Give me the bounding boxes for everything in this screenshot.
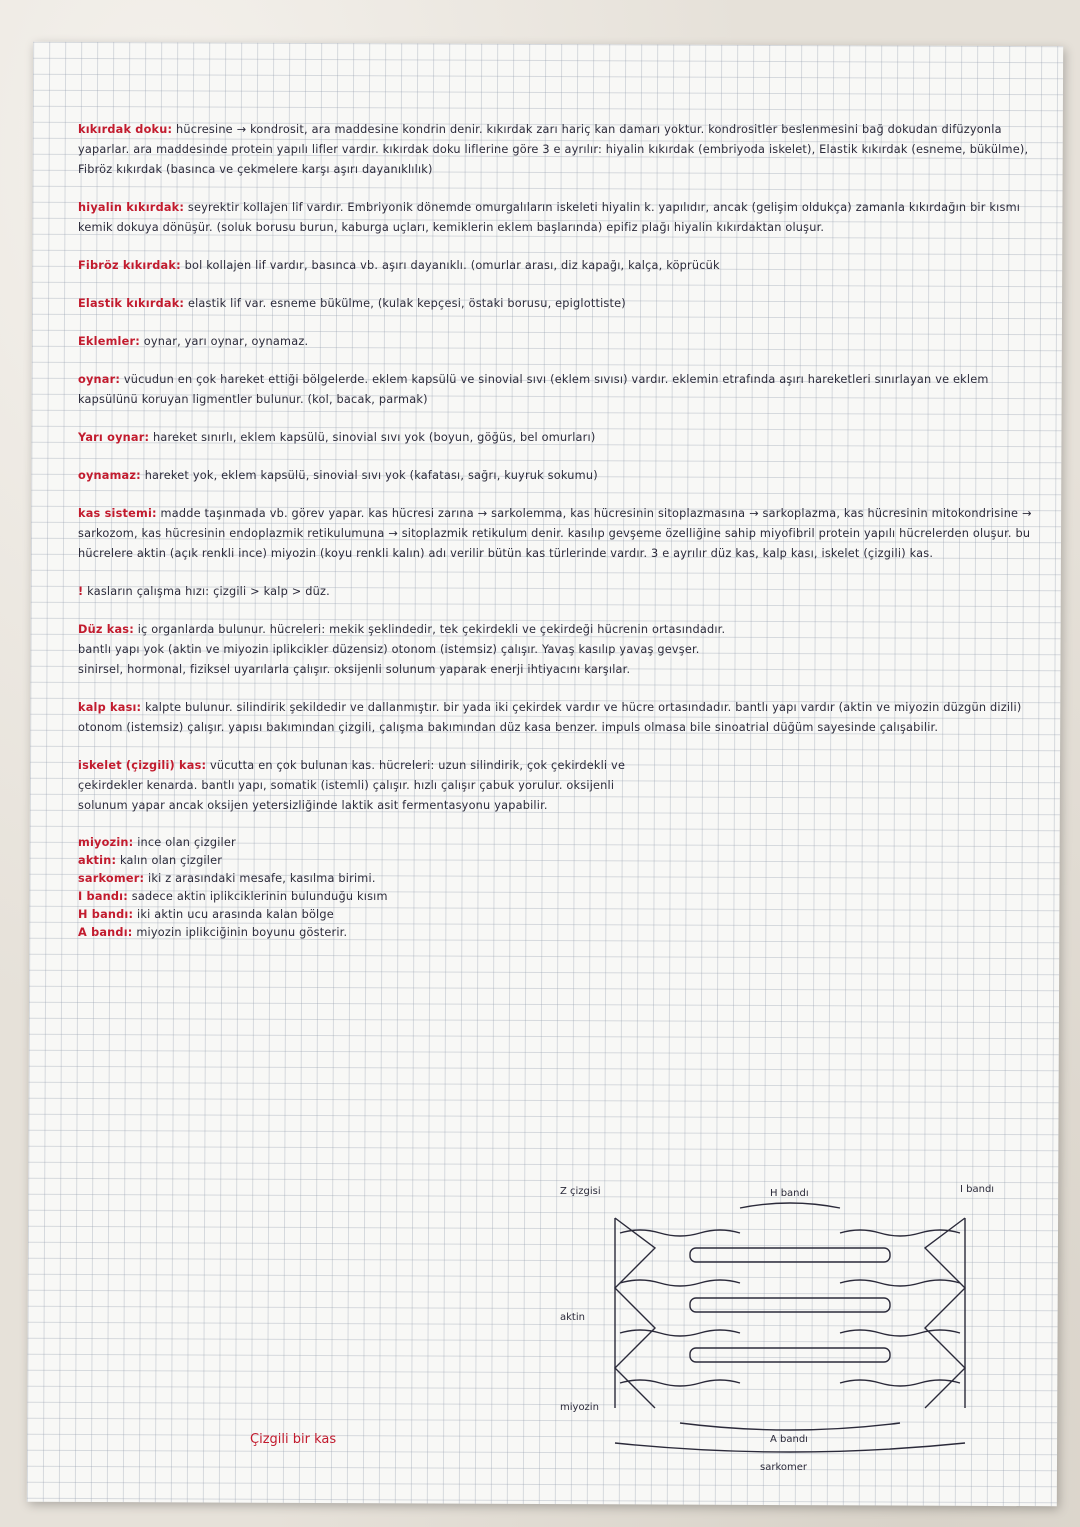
actin-filament-6 xyxy=(840,1330,960,1336)
diagram-caption: Çizgili bir kas xyxy=(250,1432,337,1447)
heading-oynamaz: oynamaz: xyxy=(78,469,141,482)
desc-miyozin: ince olan çizgiler xyxy=(137,836,236,849)
definition-sarkomer xyxy=(78,870,548,888)
text-hiyalin: seyrektir kollajen lif vardır. Embriyonik dönemde omurgalıların iskeleti hiyalin k. yapılıdır, ancak (gelişim oldukça) zamanla kıkırdağın bir kısmı kemik dokuya dönüşür. (soluk borusu burun, kaburga uçları, kemiklerin eklem başlarında) epifiz plağı hiyalin kıkırdaktan oluşur. xyxy=(78,201,1021,234)
definition-h-bandi xyxy=(78,906,548,924)
label-a-band: A bandı xyxy=(770,1434,808,1445)
note-hiyalin xyxy=(78,198,1038,238)
note-kas-sistemi xyxy=(78,504,1038,564)
text-yari-oynar: hareket sınırlı, eklem kapsülü, sinovial sıvı yok (boyun, göğüs, bel omurları) xyxy=(153,431,596,444)
definition-i-bandi xyxy=(78,888,548,906)
text-fibroz: bol kollajen lif vardır, basınca vb. aşırı dayanıklı. (omurlar arası, diz kapağı, kalça, köprücük xyxy=(184,259,720,272)
a-band-brace xyxy=(680,1423,900,1430)
desc-aktin: kalın olan çizgiler xyxy=(119,854,223,867)
term-aktin: aktin: xyxy=(78,854,117,867)
note-duz-kas xyxy=(78,620,738,680)
actin-filament-5 xyxy=(620,1330,740,1336)
myosin-filament-1 xyxy=(690,1248,890,1262)
h-band-brace xyxy=(740,1203,840,1208)
definition-list xyxy=(78,834,548,942)
sarcomere-diagram xyxy=(560,1178,1030,1478)
text-elastik: elastik lif var. esneme bükülme, (kulak kepçesi, östaki borusu, epiglottiste) xyxy=(187,297,626,310)
term-miyozin: miyozin: xyxy=(78,836,134,849)
actin-filament-8 xyxy=(840,1380,960,1386)
heading-yari-oynar: Yarı oynar: xyxy=(78,431,150,444)
term-h-bandi: H bandı: xyxy=(78,908,134,921)
heading-fibroz: Fibröz kıkırdak: xyxy=(78,259,181,272)
heading-elastik: Elastik kıkırdak: xyxy=(78,297,185,310)
heading-kalp-kasi: kalp kası: xyxy=(78,701,142,714)
myosin-filament-3 xyxy=(690,1348,890,1362)
note-oynar xyxy=(78,370,1038,410)
desc-sarkomer: iki z arasındaki mesafe, kasılma birimi. xyxy=(148,872,376,885)
term-a-bandi: A bandı: xyxy=(78,926,133,939)
text-duz-kas: iç organlarda bulunur. hücreleri: mekik şeklindedir, tek çekirdekli ve çekirdeği hücrenin ortasındadır. bantlı yapı yok (aktin ve miyozin iplikcikler düzensiz) otonom (istemsiz) çalışır. Yavaş kasılıp yavaş gevşer. sinirsel, hormonal, fiziksel uyarılarla çalışır. oksijenli solunum yaparak enerji ihtiyacını karşılar. xyxy=(78,623,726,676)
note-kikirdak xyxy=(78,120,1038,180)
note-fibroz xyxy=(78,256,1038,276)
actin-filament-3 xyxy=(620,1280,740,1286)
label-miyozin: miyozin xyxy=(560,1402,599,1413)
note-eklemler xyxy=(78,332,1038,352)
note-oynamaz xyxy=(78,466,1038,486)
text-eklemler: oynar, yarı oynar, oynamaz. xyxy=(143,335,309,348)
text-oynamaz: hareket yok, eklem kapsülü, sinovial sıvı yok (kafatası, sağrı, kuyruk sokumu) xyxy=(144,469,598,482)
text-kalp-kasi: kalpte bulunur. silindirik şekildedir ve dallanmıştır. bir yada iki çekirdek vardır ve hücre ortasındadır. bantlı yapı vardır (aktin ve miyozin düzgün dizili) otonom (istemsiz) çalışır. yapısı bakımından çizgili, çalışma bakımından düz kasa benzer. impuls olmasa bile sinoatrial düğüm sayesinde çalışabilir. xyxy=(78,701,1022,734)
text-kas-sistemi: madde taşınmada vb. görev yapar. kas hücresi zarına → sarkolemma, kas hücresinin sitoplazmasına → sarkoplazma, kas hücresinin mitokondrisine → sarkozom, kas hücresinin endoplazmik retikulumuna → sitoplazmik retikulum denir. kasılıp gevşeme özelliğine sahip miyofibril protein yapılı hücrelerden oluşur. bu hücrelere aktin (açık renkli ince) miyozin (koyu renkli kalın) adı verilir bütün kas türlerinde vardır. 3 e ayrılır düz kas, kalp kası, iskelet (çizgili) kas. xyxy=(78,507,1032,560)
label-sarkomer: sarkomer xyxy=(760,1462,808,1473)
desc-h-bandi: iki aktin ucu arasında kalan bölge xyxy=(137,908,334,921)
definition-a-bandi xyxy=(78,924,548,942)
note-elastik xyxy=(78,294,1038,314)
heading-duz-kas: Düz kas: xyxy=(78,623,134,636)
term-i-bandi: I bandı: xyxy=(78,890,128,903)
note-kalp-kasi xyxy=(78,698,1038,738)
note-kasilma-hizi xyxy=(78,582,1038,602)
heading-iskelet-kas: iskelet (çizgili) kas: xyxy=(78,759,207,772)
definition-aktin xyxy=(78,852,548,870)
myosin-filament-2 xyxy=(690,1298,890,1312)
actin-filament-7 xyxy=(620,1380,740,1386)
text-oynar: vücudun en çok hareket ettiği bölgelerde. eklem kapsülü ve sinovial sıvı (eklem sıvısı) vardır. eklemin etrafında aşırı hareketleri sınırlayan ve eklem kapsülünü koruyan ligmentler bulunur. (kol, bacak, parmak) xyxy=(78,373,989,406)
label-aktin: aktin xyxy=(560,1312,585,1323)
text-kikirdak: hücresine → kondrosit, ara maddesine kondrin denir. kıkırdak zarı hariç kan damarı yoktur. kondrositler beslenmesini bağ dokudan difüzyonla yaparlar. ara maddesinde protein yapılı lifler vardır. kıkırdak doku liflerine göre 3 e ayrılır: hiyalin kıkırdak (embriyoda iskelet), Elastik kıkırdak (esneme, bükülme), Fibröz kıkırdak (basınca ve çekmelere karşı aşırı dayanıklılık) xyxy=(78,123,1029,176)
actin-filament-4 xyxy=(840,1280,960,1286)
heading-kikirdak: kıkırdak doku: xyxy=(78,123,173,136)
text-kasilma-hizi: kasların çalışma hızı: çizgili > kalp > düz. xyxy=(87,585,330,598)
definition-miyozin xyxy=(78,834,548,852)
term-sarkomer: sarkomer: xyxy=(78,872,145,885)
heading-oynar: oynar: xyxy=(78,373,121,386)
handwritten-notes xyxy=(78,120,1038,942)
desc-a-bandi: miyozin iplikciğinin boyunu gösterir. xyxy=(136,926,348,939)
exclamation-mark: ! xyxy=(78,585,84,598)
note-iskelet-kas xyxy=(78,756,638,816)
heading-eklemler: Eklemler: xyxy=(78,335,140,348)
heading-kas-sistemi: kas sistemi: xyxy=(78,507,157,520)
label-z-line: Z çizgisi xyxy=(560,1186,601,1197)
label-h-band: H bandı xyxy=(770,1188,809,1199)
text-iskelet-kas: vücutta en çok bulunan kas. hücreleri: uzun silindirik, çok çekirdekli ve çekirdekler kenarda. bantlı yapı, somatik (istemli) çalışır. hızlı çalışır çabuk yorulur. oksijenli solunum yapar ancak oksijen yetersizliğinde laktik asit fermentasyonu yapabilir. xyxy=(78,759,626,812)
label-i-band: I bandı xyxy=(960,1184,995,1195)
heading-hiyalin: hiyalin kıkırdak: xyxy=(78,201,185,214)
note-yari-oynar xyxy=(78,428,1038,448)
desc-i-bandi: sadece aktin iplikciklerinin bulunduğu kısım xyxy=(131,890,388,903)
